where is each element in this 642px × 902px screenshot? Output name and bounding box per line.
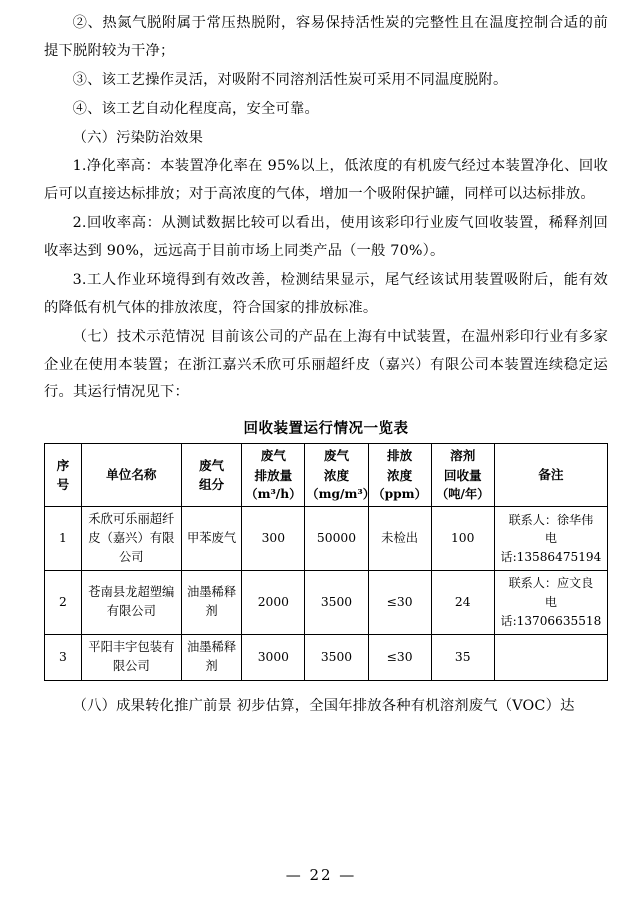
paragraph-1: ②、热氮气脱附属于常压热脱附，容易保持活性炭的完整性且在温度控制合适的前提下脱附较为干净； <box>44 15 608 59</box>
header-seq-line2: 号 <box>56 477 70 493</box>
cell-concentration: 50000 <box>305 507 368 571</box>
cell-concentration: 3500 <box>305 634 368 680</box>
header-cell-note <box>494 444 607 507</box>
cell-component: 油墨稀释剂 <box>181 634 242 680</box>
header-cell-density <box>368 444 431 507</box>
cell-note <box>494 507 607 571</box>
section-heading-6: （六）污染防治效果 <box>72 129 204 146</box>
header-cell-recovery <box>431 444 494 507</box>
page-number: — 22 — <box>285 866 357 884</box>
table-header-row <box>45 444 608 507</box>
header-recovery-unit: （吨/年） <box>436 487 490 502</box>
cell-name: 禾欣可乐丽超纤皮（嘉兴）有限公司 <box>81 507 181 571</box>
note-phone: 电话:13706635518 <box>500 595 602 628</box>
note-contact: 联系人：应文良 <box>508 576 594 591</box>
header-concentration-unit: （mg/m³） <box>306 487 375 502</box>
header-cell-seq <box>45 444 82 507</box>
paragraph-work-environment: 3.工人作业环境得到有效改善，检测结果显示，尾气经该试用装置吸附后，能有效的降低有机气体的排放浓度，符合国家的排放标准。 <box>44 271 608 316</box>
cell-seq: 2 <box>45 571 82 634</box>
header-emission-line2: 排放量 <box>254 467 293 483</box>
paragraph-3: ④、该工艺自动化程度高，安全可靠。 <box>72 100 320 117</box>
header-recovery-line2: 回收量 <box>443 467 482 483</box>
header-component-line2: 组分 <box>198 477 225 493</box>
header-concentration-line1: 废气 <box>323 448 350 464</box>
header-name-line1: 单位名称 <box>106 467 157 483</box>
cell-note <box>494 571 607 634</box>
paragraph-purification-rate: 1.净化率高：本装置净化率在 95%以上，低浓度的有机废气经过本装置净化、回收后可以直接达标排放；对于高浓度的气体，增加一个吸附保护罐，同样可以达标排放。 <box>44 158 608 203</box>
header-cell-emission <box>242 444 305 507</box>
cell-density: 未检出 <box>368 507 431 571</box>
note-phone: 电话:13586475194 <box>500 531 602 565</box>
header-emission-line1: 废气 <box>260 448 286 464</box>
header-seq-line1: 序 <box>56 457 70 473</box>
table-row <box>45 634 608 680</box>
cell-component: 油墨稀释剂 <box>181 571 242 634</box>
recovery-device-operation-table <box>44 443 608 680</box>
header-density-line2: 浓度 <box>387 467 413 483</box>
header-cell-name <box>81 444 181 507</box>
cell-seq: 3 <box>45 634 82 680</box>
cell-emission: 300 <box>242 507 305 571</box>
cell-component: 甲苯废气 <box>181 507 242 571</box>
cell-name: 平阳丰宇包装有限公司 <box>81 634 181 680</box>
cell-density: ≤30 <box>368 634 431 680</box>
cell-recovery: 100 <box>431 507 494 571</box>
cell-emission: 2000 <box>242 571 305 634</box>
note-contact: 联系人：徐华伟 <box>508 512 594 527</box>
paragraph-recovery-rate: 2.回收率高：从测试数据比较可以看出，使用该彩印行业废气回收装置，稀释剂回收率达到 90%，远远高于目前市场上同类产品（一般 70%）。 <box>44 215 608 259</box>
header-emission-unit: （m³/h） <box>245 487 302 502</box>
cell-density: ≤30 <box>368 571 431 634</box>
section-heading-7: （七）技术示范情况 目前该公司的产品在上海有中试装置，在温州彩印行业有多家企业在使用本装置；在浙江嘉兴禾欣可乐丽超纤皮（嘉兴）有限公司本装置连续稳定运行。其运行情况见下： <box>44 328 608 401</box>
table-row <box>45 571 608 634</box>
header-cell-concentration <box>305 444 375 507</box>
cell-seq: 1 <box>45 507 82 571</box>
header-concentration-line2: 浓度 <box>323 467 350 483</box>
header-cell-component <box>181 444 242 507</box>
paragraph-2: ③、该工艺操作灵活，对吸附不同溶剂活性炭可采用不同温度脱附。 <box>72 71 508 88</box>
header-density-line1: 排放 <box>387 448 413 464</box>
cell-emission: 3000 <box>242 634 305 680</box>
cell-concentration: 3500 <box>305 571 368 634</box>
cell-recovery: 35 <box>431 634 494 680</box>
table-title: 回收装置运行情况一览表 <box>243 420 409 438</box>
section-heading-8: （八）成果转化推广前景 初步估算，全国年排放各种有机溶剂废气（VOC）达 <box>72 697 575 714</box>
header-density-unit: （ppm） <box>372 487 427 502</box>
cell-recovery: 24 <box>431 571 494 634</box>
header-recovery-line1: 溶剂 <box>450 448 476 464</box>
cell-note <box>494 634 607 680</box>
cell-name: 苍南县龙超塑编有限公司 <box>81 571 181 634</box>
header-note-line1: 备注 <box>538 467 564 483</box>
header-component-line1: 废气 <box>198 457 225 473</box>
table-row <box>45 507 608 571</box>
